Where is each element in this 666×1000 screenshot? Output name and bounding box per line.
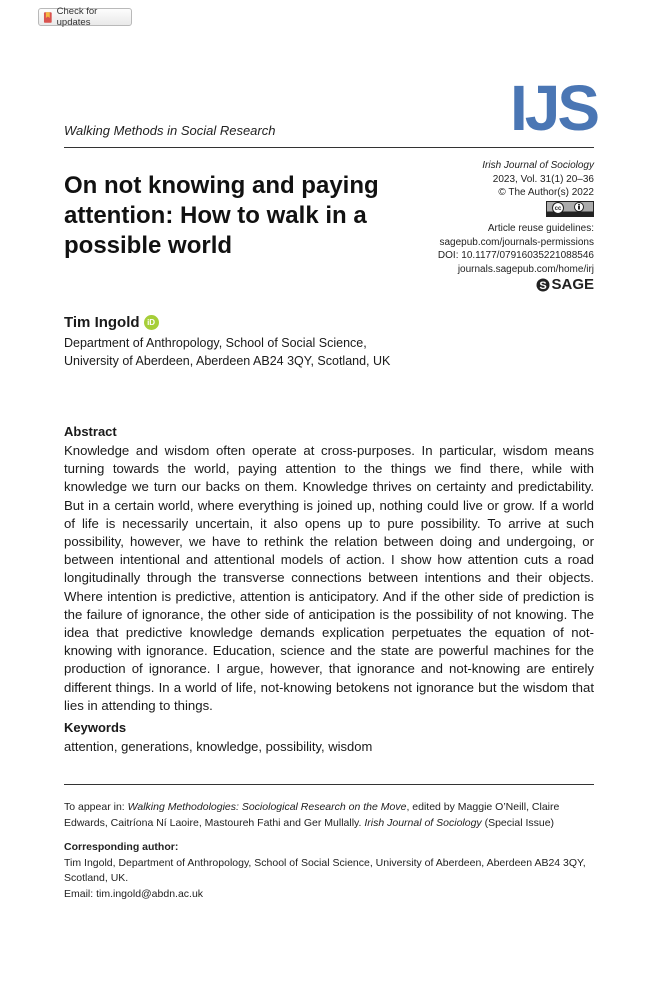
- affiliation-line-2: University of Aberdeen, Aberdeen AB24 3QY, Scotland, UK: [64, 354, 391, 368]
- header-rule: [64, 147, 594, 148]
- abstract-heading: Abstract: [64, 424, 117, 439]
- corresponding-address: Tim Ingold, Department of Anthropology, School of Social Science, University of Aberdeen, Aberdeen AB24 3QY, Scotland, UK.: [64, 856, 586, 884]
- author-line: [64, 314, 159, 331]
- volume-info: 2023, Vol. 31(1) 20–36: [492, 173, 594, 185]
- journal-home-link[interactable]: journals.sagepub.com/home/irj: [457, 263, 594, 275]
- ijs-logo: IJS: [510, 72, 598, 144]
- sage-s-icon: [536, 278, 550, 292]
- article-meta: [438, 159, 594, 276]
- section-label: Walking Methods in Social Research: [64, 123, 276, 138]
- svg-text:cc: cc: [554, 205, 562, 212]
- sage-logo: [536, 276, 594, 293]
- publisher-name: SAGE: [551, 276, 594, 293]
- reuse-link[interactable]: sagepub.com/journals-permissions: [439, 236, 594, 248]
- note-journal: Irish Journal of Sociology: [364, 816, 482, 829]
- bookmark-icon: [43, 12, 53, 23]
- orcid-icon[interactable]: iD: [144, 315, 159, 330]
- note-prefix: To appear in:: [64, 801, 128, 813]
- corresponding-email[interactable]: Email: tim.ingold@abdn.ac.uk: [64, 887, 204, 900]
- check-for-updates-button[interactable]: [38, 8, 132, 26]
- corresponding-author: [64, 840, 594, 902]
- footer-rule: [64, 784, 594, 785]
- keywords-heading: Keywords: [64, 720, 127, 735]
- copyright: © The Author(s) 2022: [498, 187, 594, 198]
- publication-note: [64, 800, 594, 831]
- abstract-text: Knowledge and wisdom often operate at cross-purposes. In particular, wisdom means turning towards the world, paying attention to the things we find there, while with knowledge we turn our backs on them. Knowledge thrives on certainty and predictability. But in a certain world, where everything is joined up, nothing could live or grow. If a world of life is necessarily uncertain, it also opens up to pure possibility. To arrive at such possibility, however, we have to rethink the relation between doing and undergoing, or between intentional and attentional models of action. I show how attention cuts a road longitudinally through the transverse connections between intentions and their objects. Where intention is predictive, attention is anticipatory. And if the other side of prediction is the failure of ignorance, the other side of anticipation is the possibility of not knowing. The idea that predictive knowledge demands explication perpetuates the equation of not-knowing with ignorance. Education, science and the state are powerful machines for the production of ignorance. I argue, however, that ignorance and not-knowing are entirely different things. In a world of life, not-knowing betokens not ignorance but the wisdom that lies in attending to things.: [64, 443, 594, 713]
- note-suffix: (Special Issue): [481, 816, 555, 829]
- reuse-guidelines: Article reuse guidelines:: [487, 223, 594, 234]
- cc-by-icon: [546, 201, 594, 217]
- affiliation-line-1: Department of Anthropology, School of Social Science,: [64, 336, 367, 350]
- check-for-updates-label: Check for updates: [56, 6, 98, 28]
- svg-text:S: S: [539, 279, 548, 292]
- doi[interactable]: DOI: 10.1177/07916035221088546: [437, 250, 594, 261]
- journal-name: Irish Journal of Sociology: [482, 160, 594, 171]
- note-book-title: Walking Methodologies: Sociological Research on the Move: [127, 801, 407, 813]
- author-affiliation: [64, 334, 424, 370]
- corresponding-heading: Corresponding author:: [64, 841, 179, 853]
- keywords-text: attention, generations, knowledge, possibility, wisdom: [64, 739, 373, 754]
- author-name: Tim Ingold: [64, 314, 140, 331]
- article-title: On not knowing and paying attention: How to walk in a possible world: [64, 172, 379, 259]
- note-editors: , edited by Maggie O’Neill, Claire Edwards, Caitríona Ní Laoire, Mastoureh Fathi and Ger Mullally.: [64, 801, 560, 829]
